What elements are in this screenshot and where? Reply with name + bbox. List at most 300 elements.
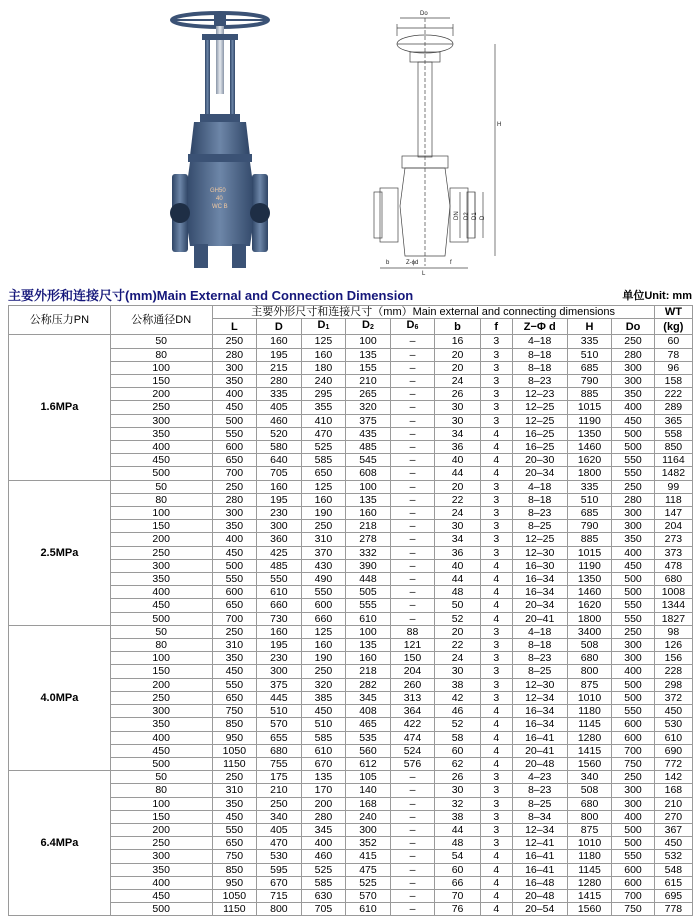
value-cell: 490	[301, 573, 346, 586]
header-col: Z−Φ d	[512, 319, 567, 335]
value-cell: 560	[346, 744, 391, 757]
value-cell: 36	[435, 546, 481, 559]
value-cell: 705	[257, 467, 302, 480]
value-cell: 100	[346, 480, 391, 493]
value-cell: 400	[612, 546, 654, 559]
label-b: b	[386, 260, 390, 266]
value-cell: 8–18	[512, 493, 567, 506]
value-cell: 375	[346, 414, 391, 427]
value-cell: 350	[612, 388, 654, 401]
value-cell: 250	[612, 625, 654, 638]
table-row	[9, 744, 693, 757]
value-cell: 8–23	[512, 375, 567, 388]
dimension-table	[8, 305, 693, 916]
header-col: $D_1$	[301, 319, 346, 335]
value-cell: 375	[257, 678, 302, 691]
value-cell: 298	[654, 678, 692, 691]
dn-cell: 450	[110, 454, 212, 467]
value-cell: 367	[654, 823, 692, 836]
value-cell: 550	[212, 823, 257, 836]
value-cell: 300	[612, 375, 654, 388]
value-cell: 885	[567, 388, 612, 401]
value-cell: 313	[390, 691, 435, 704]
table-row	[9, 850, 693, 863]
value-cell: 550	[212, 573, 257, 586]
value-cell: 8–18	[512, 361, 567, 374]
value-cell: 685	[567, 507, 612, 520]
value-cell: 405	[257, 401, 302, 414]
value-cell: 280	[612, 493, 654, 506]
value-cell: 1350	[567, 427, 612, 440]
value-cell: 1164	[654, 454, 692, 467]
value-cell: 700	[212, 467, 257, 480]
value-cell: 4	[480, 863, 512, 876]
value-cell: 16–30	[512, 559, 567, 572]
value-cell: 38	[435, 678, 481, 691]
value-cell: 755	[257, 757, 302, 770]
table-row	[9, 718, 693, 731]
value-cell: 147	[654, 507, 692, 520]
value-cell: 170	[301, 784, 346, 797]
value-cell: 126	[654, 639, 692, 652]
label-z-phi-d: Z-ϕd	[406, 260, 419, 266]
label-H: H	[497, 122, 502, 128]
value-cell: 610	[654, 731, 692, 744]
value-cell: 400	[301, 837, 346, 850]
header-wt-unit: (kg)	[654, 319, 692, 335]
value-cell: 550	[612, 467, 654, 480]
value-cell: 52	[435, 612, 481, 625]
value-cell: 3	[480, 361, 512, 374]
value-cell: 8–23	[512, 784, 567, 797]
value-cell: 4–23	[512, 771, 567, 784]
table-row	[9, 441, 693, 454]
label-D: D	[480, 215, 486, 220]
value-cell: 550	[212, 427, 257, 440]
dn-cell: 500	[110, 757, 212, 770]
value-cell: 135	[346, 348, 391, 361]
value-cell: 12–34	[512, 691, 567, 704]
label-Do: Do	[420, 11, 428, 17]
value-cell: 3	[480, 639, 512, 652]
value-cell: 24	[435, 375, 481, 388]
value-cell: 4	[480, 731, 512, 744]
value-cell: 570	[346, 889, 391, 902]
value-cell: 98	[654, 625, 692, 638]
value-cell: 20	[435, 361, 481, 374]
value-cell: 250	[612, 771, 654, 784]
value-cell: 950	[212, 876, 257, 889]
value-cell: 3	[480, 480, 512, 493]
value-cell: 215	[257, 361, 302, 374]
value-cell: 500	[612, 823, 654, 836]
value-cell: 875	[567, 823, 612, 836]
value-cell: –	[390, 850, 435, 863]
value-cell: 790	[567, 520, 612, 533]
value-cell: 26	[435, 388, 481, 401]
value-cell: 508	[567, 639, 612, 652]
value-cell: 370	[301, 546, 346, 559]
value-cell: 4	[480, 586, 512, 599]
value-cell: 250	[212, 625, 257, 638]
value-cell: 1145	[567, 863, 612, 876]
value-cell: 1150	[212, 903, 257, 916]
value-cell: 345	[301, 823, 346, 836]
value-cell: 530	[654, 718, 692, 731]
value-cell: 532	[654, 850, 692, 863]
value-cell: 16–41	[512, 863, 567, 876]
value-cell: 300	[257, 665, 302, 678]
value-cell: 204	[390, 665, 435, 678]
value-cell: 1344	[654, 599, 692, 612]
value-cell: –	[390, 507, 435, 520]
value-cell: –	[390, 810, 435, 823]
value-cell: 250	[212, 771, 257, 784]
value-cell: 500	[612, 441, 654, 454]
value-cell: 500	[612, 573, 654, 586]
pressure-cell: 2.5MPa	[9, 480, 111, 625]
table-row	[9, 533, 693, 546]
value-cell: 3	[480, 810, 512, 823]
dn-cell: 100	[110, 652, 212, 665]
value-cell: 12–30	[512, 678, 567, 691]
value-cell: 750	[212, 705, 257, 718]
dn-cell: 300	[110, 414, 212, 427]
value-cell: 20	[435, 480, 481, 493]
value-cell: 42	[435, 691, 481, 704]
value-cell: 550	[612, 850, 654, 863]
value-cell: 3	[480, 414, 512, 427]
table-row	[9, 573, 693, 586]
value-cell: 750	[212, 850, 257, 863]
dn-cell: 100	[110, 361, 212, 374]
table-row	[9, 691, 693, 704]
value-cell: 778	[654, 903, 692, 916]
value-cell: 16–41	[512, 731, 567, 744]
table-row	[9, 639, 693, 652]
value-cell: 600	[212, 586, 257, 599]
value-cell: 58	[435, 731, 481, 744]
value-cell: 155	[346, 361, 391, 374]
dn-cell: 150	[110, 520, 212, 533]
value-cell: 670	[257, 876, 302, 889]
value-cell: 3	[480, 823, 512, 836]
value-cell: 730	[257, 612, 302, 625]
section-header	[8, 285, 692, 303]
value-cell: 680	[257, 744, 302, 757]
dn-cell: 50	[110, 335, 212, 348]
value-cell: 4	[480, 876, 512, 889]
value-cell: 300	[257, 520, 302, 533]
value-cell: 790	[567, 375, 612, 388]
value-cell: 142	[654, 771, 692, 784]
value-cell: 465	[346, 718, 391, 731]
table-row	[9, 863, 693, 876]
svg-text:WC B: WC B	[212, 204, 228, 210]
table-row	[9, 652, 693, 665]
value-cell: –	[390, 441, 435, 454]
value-cell: 20	[435, 348, 481, 361]
dn-cell: 250	[110, 546, 212, 559]
value-cell: 685	[567, 361, 612, 374]
value-cell: 1415	[567, 744, 612, 757]
value-cell: 32	[435, 797, 481, 810]
value-cell: 510	[301, 718, 346, 731]
value-cell: 705	[301, 903, 346, 916]
dn-cell: 300	[110, 559, 212, 572]
value-cell: 850	[212, 718, 257, 731]
value-cell: 46	[435, 705, 481, 718]
value-cell: 4–18	[512, 335, 567, 348]
table-row	[9, 507, 693, 520]
value-cell: 24	[435, 652, 481, 665]
value-cell: –	[390, 586, 435, 599]
value-cell: 875	[567, 678, 612, 691]
value-cell: 950	[212, 731, 257, 744]
value-cell: 500	[612, 427, 654, 440]
value-cell: 350	[212, 797, 257, 810]
table-row	[9, 757, 693, 770]
value-cell: 210	[346, 375, 391, 388]
value-cell: –	[390, 493, 435, 506]
value-cell: 800	[257, 903, 302, 916]
value-cell: 105	[346, 771, 391, 784]
value-cell: –	[390, 427, 435, 440]
value-cell: 16–48	[512, 876, 567, 889]
value-cell: 62	[435, 757, 481, 770]
value-cell: 168	[654, 784, 692, 797]
dn-cell: 350	[110, 718, 212, 731]
table-row	[9, 771, 693, 784]
value-cell: –	[390, 573, 435, 586]
table-row	[9, 493, 693, 506]
value-cell: 1460	[567, 441, 612, 454]
unit-label: 单位Unit: mm	[622, 290, 692, 302]
value-cell: 405	[257, 823, 302, 836]
dn-cell: 80	[110, 639, 212, 652]
value-cell: 650	[212, 599, 257, 612]
value-cell: 230	[257, 507, 302, 520]
dn-cell: 450	[110, 889, 212, 902]
value-cell: 300	[612, 507, 654, 520]
value-cell: 1015	[567, 546, 612, 559]
value-cell: 1190	[567, 414, 612, 427]
header-col: L	[212, 319, 257, 335]
value-cell: 525	[301, 441, 346, 454]
value-cell: 535	[346, 731, 391, 744]
value-cell: 500	[612, 678, 654, 691]
value-cell: –	[390, 903, 435, 916]
header-row-1	[9, 306, 693, 319]
value-cell: 520	[257, 427, 302, 440]
value-cell: 335	[257, 388, 302, 401]
value-cell: 78	[654, 348, 692, 361]
value-cell: –	[390, 520, 435, 533]
value-cell: 800	[567, 665, 612, 678]
value-cell: 3	[480, 335, 512, 348]
value-cell: 20–30	[512, 454, 567, 467]
value-cell: 1620	[567, 599, 612, 612]
value-cell: –	[390, 559, 435, 572]
value-cell: 125	[301, 625, 346, 638]
value-cell: 48	[435, 586, 481, 599]
value-cell: 580	[257, 441, 302, 454]
header-col: Do	[612, 319, 654, 335]
dn-cell: 350	[110, 863, 212, 876]
value-cell: 4	[480, 903, 512, 916]
dn-cell: 50	[110, 480, 212, 493]
value-cell: 16–34	[512, 705, 567, 718]
value-cell: 160	[301, 493, 346, 506]
value-cell: 372	[654, 691, 692, 704]
value-cell: 525	[346, 876, 391, 889]
dn-cell: 350	[110, 573, 212, 586]
value-cell: 250	[257, 797, 302, 810]
table-row	[9, 837, 693, 850]
value-cell: 700	[612, 889, 654, 902]
table-row	[9, 889, 693, 902]
table-row	[9, 520, 693, 533]
value-cell: 3	[480, 652, 512, 665]
value-cell: 48	[435, 837, 481, 850]
value-cell: 1482	[654, 467, 692, 480]
value-cell: 300	[212, 361, 257, 374]
value-cell: 160	[257, 480, 302, 493]
value-cell: 190	[301, 652, 346, 665]
value-cell: 585	[301, 454, 346, 467]
value-cell: 135	[301, 771, 346, 784]
value-cell: 610	[257, 586, 302, 599]
value-cell: 558	[654, 427, 692, 440]
value-cell: 4	[480, 744, 512, 757]
value-cell: 600	[212, 441, 257, 454]
value-cell: 335	[567, 335, 612, 348]
value-cell: 20–34	[512, 467, 567, 480]
value-cell: –	[390, 361, 435, 374]
value-cell: 4	[480, 427, 512, 440]
header-main: 主要外形尺寸和连接尺寸（mm）Main external and connecting dimensions	[212, 306, 654, 319]
value-cell: 400	[612, 665, 654, 678]
dn-cell: 400	[110, 586, 212, 599]
value-cell: 160	[346, 507, 391, 520]
value-cell: 352	[346, 837, 391, 850]
dn-cell: 150	[110, 810, 212, 823]
value-cell: 26	[435, 771, 481, 784]
value-cell: 550	[212, 678, 257, 691]
value-cell: 415	[346, 850, 391, 863]
value-cell: 1280	[567, 876, 612, 889]
value-cell: 3	[480, 784, 512, 797]
dn-cell: 300	[110, 850, 212, 863]
value-cell: 450	[612, 414, 654, 427]
value-cell: 695	[654, 889, 692, 902]
value-cell: 44	[435, 823, 481, 836]
value-cell: 1180	[567, 705, 612, 718]
value-cell: 750	[612, 757, 654, 770]
value-cell: 36	[435, 441, 481, 454]
value-cell: 12–25	[512, 401, 567, 414]
value-cell: 850	[654, 441, 692, 454]
dn-cell: 250	[110, 837, 212, 850]
value-cell: 545	[346, 454, 391, 467]
value-cell: 1800	[567, 612, 612, 625]
dn-cell: 500	[110, 467, 212, 480]
value-cell: 20	[435, 625, 481, 638]
value-cell: 4–18	[512, 480, 567, 493]
value-cell: 1827	[654, 612, 692, 625]
value-cell: 550	[612, 599, 654, 612]
value-cell: 400	[612, 810, 654, 823]
value-cell: 30	[435, 665, 481, 678]
value-cell: 700	[212, 612, 257, 625]
dn-cell: 250	[110, 691, 212, 704]
value-cell: 150	[390, 652, 435, 665]
value-cell: 250	[301, 665, 346, 678]
value-cell: 400	[212, 388, 257, 401]
table-row	[9, 876, 693, 889]
value-cell: 8–18	[512, 639, 567, 652]
value-cell: 204	[654, 520, 692, 533]
value-cell: 548	[654, 863, 692, 876]
value-cell: 282	[346, 678, 391, 691]
value-cell: 1145	[567, 718, 612, 731]
dn-cell: 500	[110, 903, 212, 916]
value-cell: 550	[612, 612, 654, 625]
value-cell: 230	[257, 652, 302, 665]
value-cell: 40	[435, 559, 481, 572]
value-cell: 1560	[567, 903, 612, 916]
value-cell: 16–25	[512, 427, 567, 440]
value-cell: 135	[346, 639, 391, 652]
value-cell: 190	[301, 507, 346, 520]
label-D2: D2	[464, 212, 470, 220]
value-cell: –	[390, 863, 435, 876]
table-row	[9, 784, 693, 797]
value-cell: 3	[480, 678, 512, 691]
table-row	[9, 480, 693, 493]
value-cell: 320	[346, 401, 391, 414]
value-cell: –	[390, 612, 435, 625]
dn-cell: 250	[110, 401, 212, 414]
value-cell: 1560	[567, 757, 612, 770]
value-cell: 30	[435, 784, 481, 797]
value-cell: 510	[567, 348, 612, 361]
svg-text:40: 40	[216, 196, 223, 202]
value-cell: 1190	[567, 559, 612, 572]
value-cell: 660	[257, 599, 302, 612]
value-cell: 100	[346, 335, 391, 348]
value-cell: 425	[257, 546, 302, 559]
value-cell: 100	[346, 625, 391, 638]
dimension-drawing	[350, 6, 520, 276]
table-row	[9, 625, 693, 638]
value-cell: 4	[480, 889, 512, 902]
value-cell: 610	[301, 744, 346, 757]
value-cell: 524	[390, 744, 435, 757]
value-cell: 585	[301, 876, 346, 889]
dn-cell: 300	[110, 705, 212, 718]
value-cell: 16	[435, 335, 481, 348]
value-cell: 600	[612, 863, 654, 876]
value-cell: 160	[301, 639, 346, 652]
value-cell: 4	[480, 599, 512, 612]
value-cell: –	[390, 797, 435, 810]
dn-cell: 350	[110, 427, 212, 440]
value-cell: 365	[654, 414, 692, 427]
value-cell: 210	[257, 784, 302, 797]
value-cell: 350	[212, 375, 257, 388]
svg-text:GH50: GH50	[210, 188, 226, 194]
